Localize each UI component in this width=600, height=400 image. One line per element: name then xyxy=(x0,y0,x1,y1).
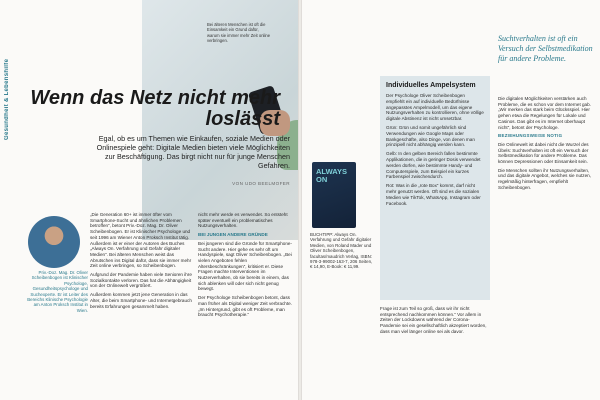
paragraph: Grün: Grün und somit ungefährlich sind Verwendungen wie Google Maps oder Bankgeschäfte, also Dinge, von denen man prinzipiell nicht abhängig werden kann. xyxy=(386,124,475,148)
paragraph: Rot: Was in die „rote Box“ kommt, darf nicht mehr genutzt werden. Oft sind es die sozialen Medien wie TikTok, WhatsApp, Instagram oder Facebook. xyxy=(386,183,481,206)
paragraph: Der Psychologe Oliver Scheibenbogen empfiehlt ein auf individuelle Bedürfnisse angepasstes Ampelmodell, um das eigene Nutzungsverhalten zu kontrollieren, ohne völlige digitale Abstinenz ist nicht umsetzbar. xyxy=(386,93,484,122)
text-column-4 xyxy=(498,96,594,392)
info-box xyxy=(380,76,490,300)
paragraph: Außerdem kommen jetzt jene Generation in das Alter, die beim Smartphone- und Internetgebrauch bereits Erfahrungen gesammelt haben. xyxy=(90,292,192,309)
subheading: BEI JUNGEN ANDERE GRÜNDE xyxy=(198,232,268,238)
text-column-3 xyxy=(380,306,490,396)
author-portrait xyxy=(28,216,80,268)
paragraph: Gelb: In den gelben Bereich fallen bestimmte Applikationen, die in geringer Dosis verwendet werden dürfen, wie bestimmte Handy- und Computerspiele, zum Beispiel ein kurzes Farbenspiel zwischendurch. xyxy=(386,151,481,180)
info-box-text xyxy=(386,93,484,206)
photo-caption: Bei älteren Menschen ist oft die Einsamkeit ein Grund dafür, warum sie immer mehr Zeit online verbringen. xyxy=(207,22,271,43)
article-headline: Wenn das Netz nicht mehr loslässt xyxy=(30,87,280,130)
text-column-1 xyxy=(90,212,192,394)
paragraph: nicht mehr werde es verwendet. So entsteht später eventuell ein problematisches Nutzungsverhalten. xyxy=(198,212,288,229)
pull-quote: Suchtverhalten ist oft ein Versuch der Selbstmedikation für andere Probleme. xyxy=(498,34,593,63)
left-page xyxy=(0,0,298,400)
book-cover xyxy=(312,162,356,228)
subheading: BEZIEHUNGSWEISE NOTIG xyxy=(498,133,563,139)
section-label: Gesundheit & Lebenshilfe xyxy=(4,58,10,140)
article-lead: Egal, ob es um Themen wie Einkaufen, soziale Medien oder Onlinespiele geht: Digitale Medien bieten viele Möglichkeiten zur Beschäftigung. Das birgt nicht nur für junge Menschen Gefahren. xyxy=(96,134,290,170)
portrait-caption: Priv.-Doz. Mag. Dr. Oliver Scheibenbogen ist Klinischer Psychologe, Gesundheitspsychologe und Suchexperte. Er ist Leiter des Bereichs Klinische Psychologie am Anton Proksch Institut in Wien. xyxy=(27,270,88,313)
paragraph: Aufgrund der Pandemie haben viele Senioren ihre Sozialkontakte verloren. Das hat die Abhängigkeit von der Onlinewelt vergrößert. xyxy=(90,272,192,289)
paragraph: Frage ist zum Teil so groß, dass wir ihr nicht entsprechend nachkommen können.“ Vor allem in Zeiten der Lockdowns während der Corona-Pandemie sei ein gesellschaftlich akzeptiert worden, dass man viel länger online sei als davor. xyxy=(380,306,487,334)
info-box-title: Individuelles Ampelsystem xyxy=(386,82,476,89)
byline: VON UDO BEELMOFER xyxy=(232,181,290,186)
book-title: ALWAYS ON xyxy=(316,167,347,184)
paragraph: Die digitalen Möglichkeiten verstärken auch Probleme, die es schon vor dem Internet gab. „Wir merken das stark beim Glücksspiel. Hier gehen etwa die Regelungen für Lokale und Casinos. Das gibt es im Internet überhaupt nicht“, betont der Psychologe. xyxy=(498,96,591,130)
paragraph: Die Onlinewelt ist dabei nicht die Wurzel des Übels: Suchtverhalten ist oft ein Versuch der Selbstmedikation für andere Probleme. Das können Depressionen oder Einsamkeit sein. xyxy=(498,141,589,165)
paragraph: „Die Generation 60+ ist immer öfter vom Smartphone-Sucht und ähnlichen Problemen betroffen“, betont Priv.-Doz. Mag. Dr. Oliver Scheibenbogen. Er ist Klinischer Psychologe und seit 1996 am Wiener Anton Proksch Institut tätig. Außerdem ist er einer der Autoren des Buches „Always On. Verfahrung und Gefahr digitaler Medien“. Bei älteren Menschen weist das Abrutschen ins Digital dafür, dass sie immer mehr Zeit online verbringen, so Scheibenbogen. xyxy=(90,212,192,269)
paragraph: Der Psychologe Scheibenbogen betont, dass man früher als Digital weniger Zeit verbrachte. „Im Hintergrund, gibt es oft Probleme, man braucht Psychotherapie.“ xyxy=(198,295,292,318)
book-caption: BUCHTIPP: Always On. Verfahrung und Gefahr digitaler Medien, von Roland Mader und Oliver Scheibenbogen, facultas/maudrich Verlag, ISBN: 978-3-99002-163-7, 206 Seiten, € 14,90, E-Book: € 11,99. xyxy=(310,232,373,270)
paragraph: Bei jüngeren sind die Gründe für Smartphone-Sucht andere. Hier gehe es sehr oft um Handyspiele, sagt Oliver Scheibenbogen. „Bei vielen Angeboten fehlen Altersbeschränkungen“, kritisiert er. Diese Fragen machte Interventionen im Nutzerverhalten, ob sie bereits in einem, das sich ablenken will oder sich nicht genug bewegt. xyxy=(198,240,292,292)
paragraph: Die Menschen sollten ihr Nutzungsverhalten, und das digitale Angebot, welches sie nutzen, regelmäßig hinterfragen, empfiehlt Scheibenbogen. xyxy=(498,167,591,190)
right-page xyxy=(302,0,600,400)
text-column-2 xyxy=(198,212,294,394)
